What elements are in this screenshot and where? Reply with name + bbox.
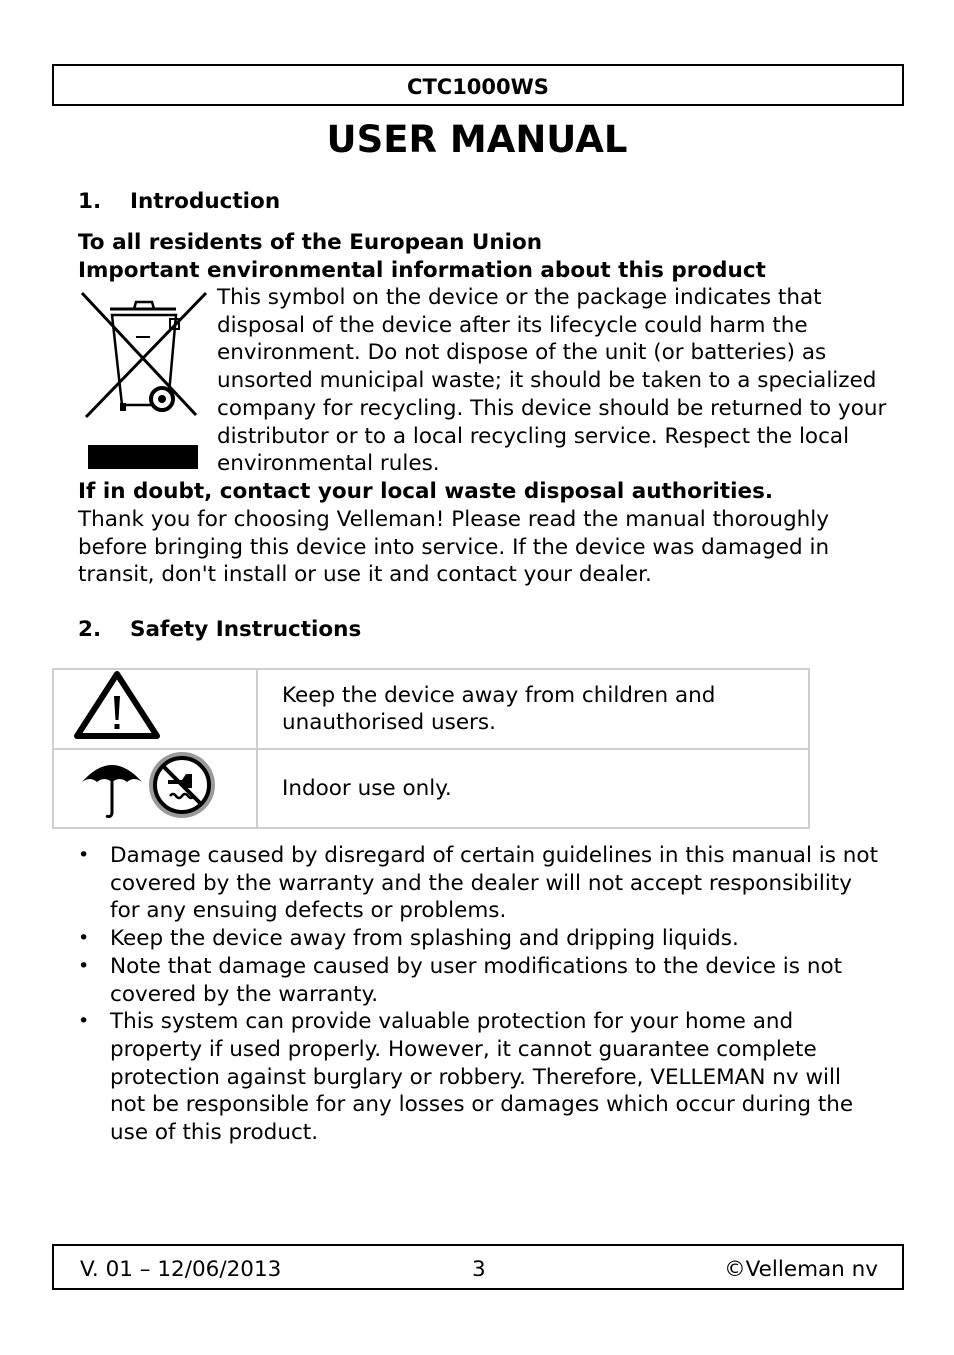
section-1-title: Introduction — [130, 189, 281, 214]
weee-bin-icon — [78, 287, 210, 473]
table-text-cell: Keep the device away from children and unauthorised users. — [257, 669, 809, 749]
warning-triangle-icon — [54, 670, 256, 740]
thank-you-text: Thank you for choosing Velleman! Please read the manual thoroughly before bringing this device into service. If the device was damaged in transit, don't install or use it and contact your dealer. — [78, 507, 830, 588]
weee-description: This symbol on the device or the package indicates that disposal of the device after its lifecycle could harm the environment. Do not dispose of the unit (or batteries) as unsorted municipal waste; it should be taken to a specialized company for recycling. This device should be returned to your distributor or to a local recycling service. Respect the local environmental rules. — [217, 285, 887, 477]
list-item: • Note that damage caused by user modifications to the device is not covered by the warranty. — [78, 953, 878, 1008]
page-number: 3 — [472, 1257, 486, 1282]
list-item: • Keep the device away from splashing and dripping liquids. — [78, 925, 878, 953]
section-2-heading — [78, 616, 361, 644]
model-header — [52, 64, 904, 106]
page-title: USER MANUAL — [326, 118, 628, 161]
table-text-cell: Indoor use only. — [257, 749, 809, 829]
list-item: • This system can provide valuable protection for your home and property if used properly. However, it cannot guarantee complete protection against burglary or robbery. Therefore, VELLEMAN nv will not be responsible for any losses or damages which occur during the use of this product. — [78, 1008, 878, 1147]
table-icon-cell — [53, 749, 257, 829]
list-item: • Damage caused by disregard of certain guidelines in this manual is not covered by the warranty and the dealer will not accept responsibility for any ensuing defects or problems. — [78, 842, 878, 925]
copyright: ©Velleman nv — [724, 1257, 878, 1282]
section-2-number: 2. — [78, 617, 102, 642]
section-2-title: Safety Instructions — [130, 617, 362, 642]
table-row — [53, 749, 809, 829]
section-1-number: 1. — [78, 189, 102, 214]
waste-disposal-note: If in doubt, contact your local waste disposal authorities. — [78, 479, 774, 504]
section-1-heading — [78, 188, 280, 216]
table-icon-cell — [53, 669, 257, 749]
table-row — [53, 669, 809, 749]
page-footer — [52, 1244, 904, 1290]
model-name: CTC1000WS — [407, 75, 549, 99]
safety-bullet-list — [78, 842, 878, 1147]
environment-heading: Important environmental information about this product — [78, 258, 766, 283]
version-date: V. 01 – 12/06/2013 — [80, 1257, 282, 1282]
residents-heading: To all residents of the European Union — [78, 230, 543, 255]
safety-table — [52, 668, 810, 829]
umbrella-no-water-icon — [54, 750, 256, 820]
